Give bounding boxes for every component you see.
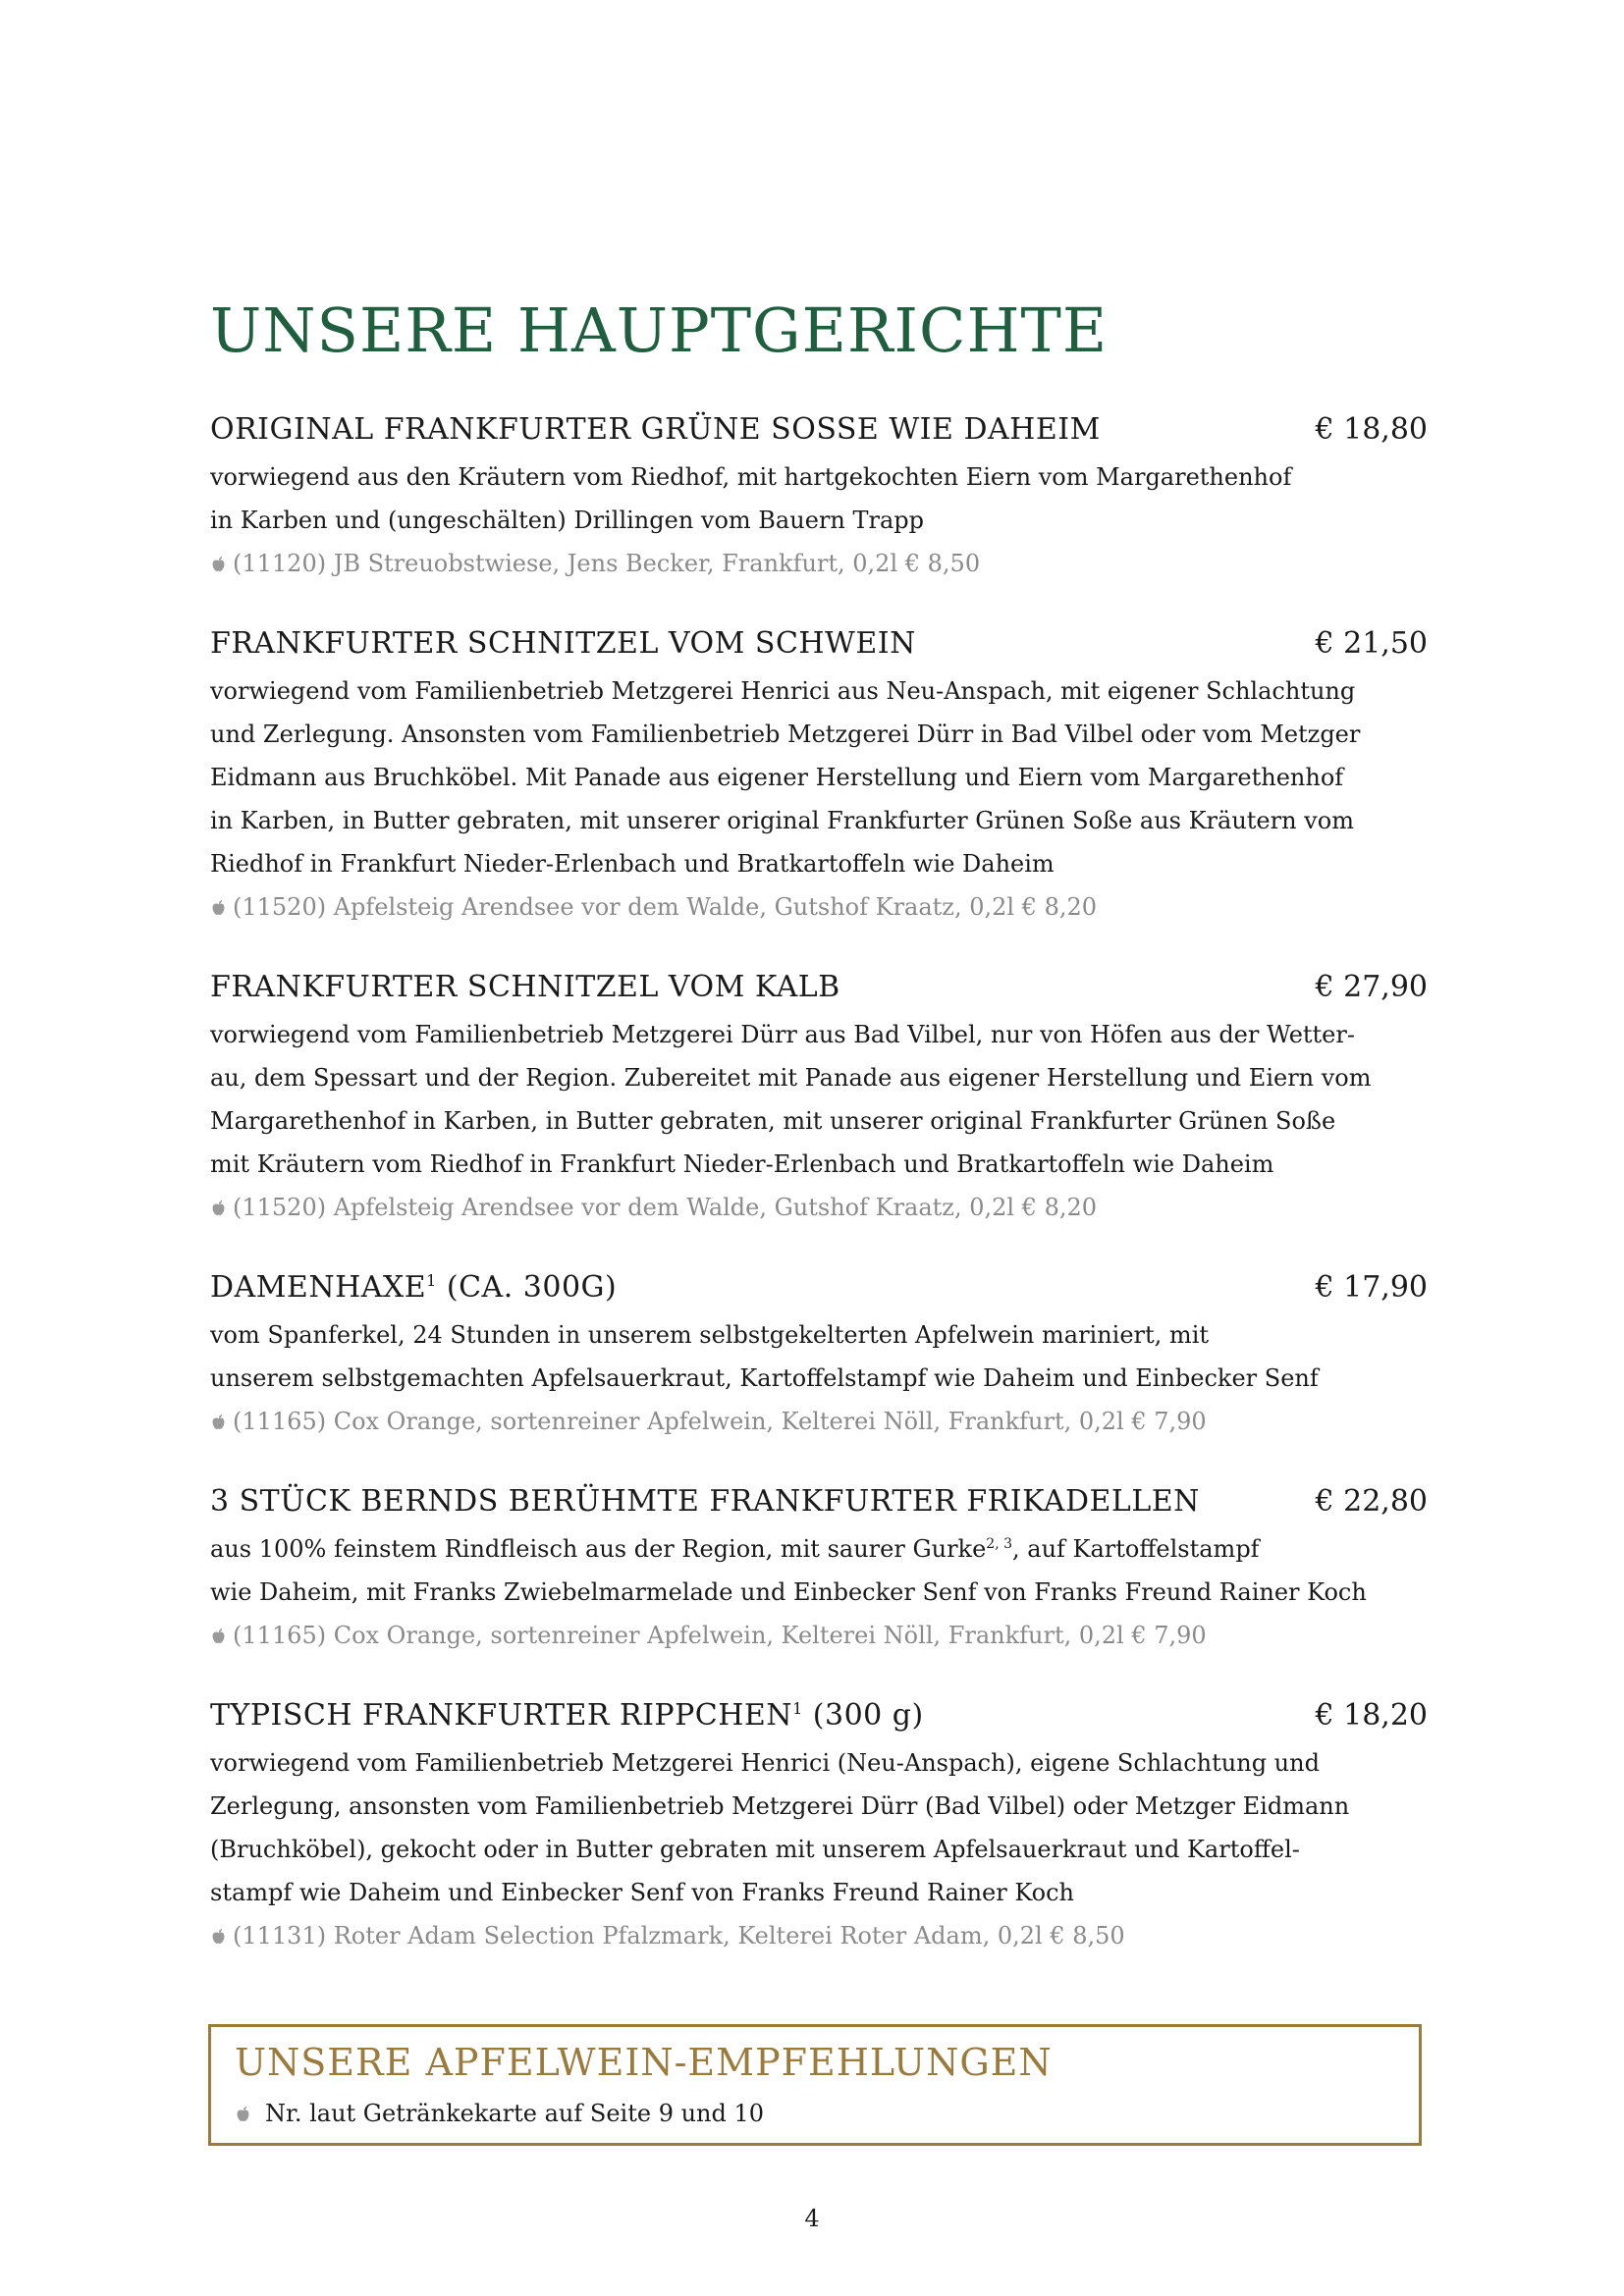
dish-price: € 18,20 — [1315, 1698, 1428, 1733]
apple-icon — [210, 1928, 227, 1945]
menu-item — [210, 412, 1428, 585]
footnote-marker: 1 — [792, 1699, 803, 1718]
dish-description-line: in Karben, in Butter gebraten, mit unserer original Frankfurter Grünen Soße aus Kräutern vom — [210, 807, 1354, 834]
dish-description-line: Eidmann aus Bruchköbel. Mit Panade aus eigener Herstellung und Eiern vom Margarethenhof — [210, 764, 1344, 791]
wine-recommendation: (11520) Apfelsteig Arendsee vor dem Walde, Gutshof Kraatz, 0,2l € 8,20 — [210, 885, 1428, 929]
page-number: 4 — [804, 2205, 820, 2232]
wine-recommendation: (11520) Apfelsteig Arendsee vor dem Walde, Gutshof Kraatz, 0,2l € 8,20 — [210, 1186, 1428, 1229]
dish-description-line: au, dem Spessart und der Region. Zubereitet mit Panade aus eigener Herstellung und Eiern vom — [210, 1064, 1372, 1092]
dish-price: € 21,50 — [1315, 626, 1428, 661]
page-title: UNSERE HAUPTGERICHTE — [210, 294, 1109, 366]
recommendations-note: Nr. laut Getränkekarte auf Seite 9 und 10 — [235, 2100, 764, 2127]
wine-recommendation: (11165) Cox Orange, sortenreiner Apfelwein, Kelterei Nöll, Frankfurt, 0,2l € 7,90 — [210, 1614, 1428, 1657]
menu-item — [210, 626, 1428, 929]
wine-recommendation: (11131) Roter Adam Selection Pfalzmark, Kelterei Roter Adam, 0,2l € 8,50 — [210, 1914, 1428, 1957]
menu-item — [210, 970, 1428, 1229]
dish-name: FRANKFURTER SCHNITZEL VOM KALB — [210, 970, 840, 1004]
dish-description-line: vorwiegend vom Familienbetrieb Metzgerei Henrici (Neu-Anspach), eigene Schlachtung und — [210, 1749, 1320, 1777]
dish-description-line: Margarethenhof in Karben, in Butter gebraten, mit unserer original Frankfurter Grünen Soße — [210, 1107, 1336, 1135]
apple-icon — [210, 556, 227, 572]
dish-name: 3 STÜCK BERNDS BERÜHMTE FRANKFURTER FRIKADELLEN — [210, 1484, 1200, 1519]
dish-description-line: vom Spanferkel, 24 Stunden in unserem selbstgekelterten Apfelwein mariniert, mit — [210, 1321, 1210, 1349]
menu-item — [210, 1698, 1428, 1957]
dish-description-line: und Zerlegung. Ansonsten vom Familienbetrieb Metzgerei Dürr in Bad Vilbel oder vom Metzger — [210, 721, 1361, 748]
dish-description-line: aus 100% feinstem Rindfleisch aus der Region, mit saurer Gurke$^{2, 3}$, auf Kartoffelstampf — [210, 1535, 1260, 1563]
footnote-marker: 2, 3 — [986, 1536, 1013, 1552]
dish-description-line: unserem selbstgemachten Apfelsauerkraut, Kartoffelstampf wie Daheim und Einbecker Senf — [210, 1364, 1319, 1392]
dish-price: € 18,80 — [1315, 412, 1428, 447]
dish-description-line: wie Daheim, mit Franks Zwiebelmarmelade und Einbecker Senf von Franks Freund Rainer Koch — [210, 1578, 1367, 1606]
dish-description-line: (Bruchköbel), gekocht oder in Butter gebraten mit unserem Apfelsauerkraut und Kartoffel- — [210, 1836, 1300, 1863]
wine-recommendation: (11120) JB Streuobstwiese, Jens Becker, Frankfurt, 0,2l € 8,50 — [210, 542, 1428, 585]
dish-description-line: Zerlegung, ansonsten vom Familienbetrieb Metzgerei Dürr (Bad Vilbel) oder Metzger Eidmann — [210, 1792, 1350, 1820]
dish-description-line: in Karben und (ungeschälten) Drillingen vom Bauern Trapp — [210, 507, 924, 534]
recommendations-title: UNSERE APFELWEIN-EMPFEHLUNGEN — [235, 2041, 1053, 2084]
footnote-marker: 1 — [426, 1271, 437, 1290]
dish-description-line: vorwiegend aus den Kräutern vom Riedhof, mit hartgekochten Eiern vom Margarethenhof — [210, 463, 1292, 491]
wine-recommendation: (11165) Cox Orange, sortenreiner Apfelwein, Kelterei Nöll, Frankfurt, 0,2l € 7,90 — [210, 1400, 1428, 1443]
dish-name: FRANKFURTER SCHNITZEL VOM SCHWEIN — [210, 626, 916, 661]
apple-icon — [210, 1414, 227, 1430]
dish-description-line: Riedhof in Frankfurt Nieder-Erlenbach und Bratkartoffeln wie Daheim — [210, 850, 1055, 878]
apple-icon — [235, 2106, 251, 2122]
dish-price: € 27,90 — [1315, 970, 1428, 1004]
dish-description-line: mit Kräutern vom Riedhof in Frankfurt Nieder-Erlenbach und Bratkartoffeln wie Daheim — [210, 1150, 1274, 1178]
dish-price: € 17,90 — [1315, 1270, 1428, 1305]
apple-icon — [210, 1200, 227, 1216]
dish-name: DAMENHAXE$^1$ (CA. 300G) — [210, 1270, 618, 1305]
menu-item — [210, 1484, 1428, 1657]
apfelwein-recommendations-box — [208, 2024, 1422, 2146]
apple-icon — [210, 899, 227, 916]
dish-description-line: vorwiegend vom Familienbetrieb Metzgerei Henrici aus Neu-Anspach, mit eigener Schlachtung — [210, 677, 1356, 705]
menu-item — [210, 1270, 1428, 1443]
dish-price: € 22,80 — [1315, 1484, 1428, 1519]
apple-icon — [210, 1628, 227, 1644]
dish-description-line: stampf wie Daheim und Einbecker Senf von Franks Freund Rainer Koch — [210, 1879, 1074, 1906]
dish-description-line: vorwiegend vom Familienbetrieb Metzgerei Dürr aus Bad Vilbel, nur von Höfen aus der Wetter- — [210, 1021, 1355, 1048]
dish-name: ORIGINAL FRANKFURTER GRÜNE SOSSE WIE DAHEIM — [210, 412, 1101, 447]
dish-name: TYPISCH FRANKFURTER RIPPCHEN$^1$ (300 g) — [210, 1698, 924, 1733]
